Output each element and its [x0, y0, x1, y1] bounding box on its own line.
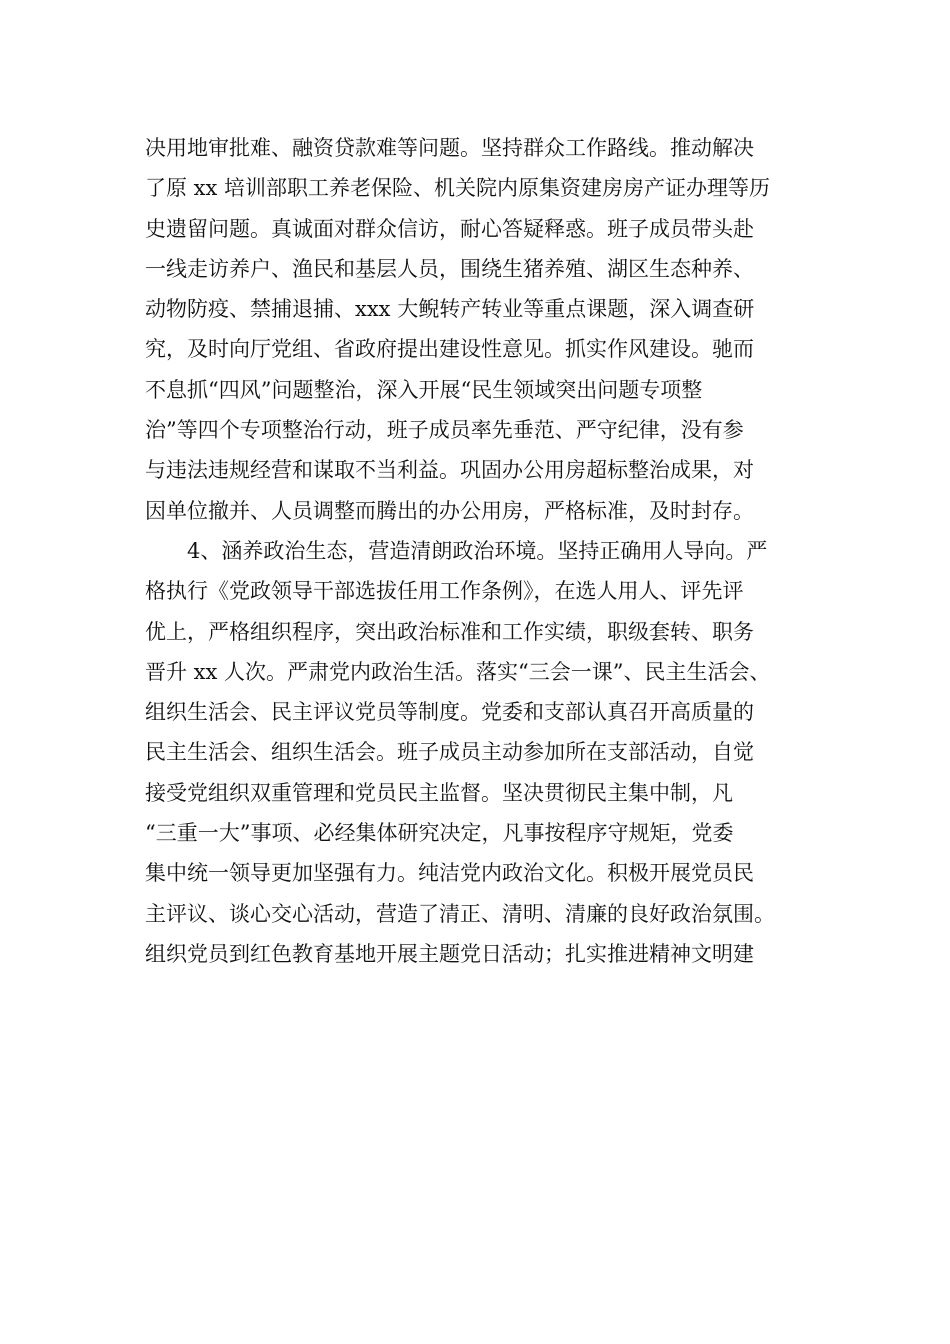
body-text — [145, 128, 825, 974]
text-line: 了原 xx 培训部职工养老保险、机关院内原集资建房房产证办理等历 — [145, 176, 771, 201]
text-line: 组织生活会、民主评议党员等制度。党委和支部认真召开高质量的 — [145, 700, 754, 725]
text-line: “三重一大”事项、必经集体研究决定，凡事按程序守规矩，党委 — [145, 821, 734, 846]
text-line: 接受党组织双重管理和党员民主监督。坚决贯彻民主集中制，凡 — [145, 780, 733, 805]
text-line: 治”等四个专项整治行动，班子成员率先垂范、严守纪律，没有参 — [145, 418, 744, 443]
text-line: 不息抓“四风”问题整治，深入开展“民生领域突出问题专项整 — [145, 377, 703, 402]
text-line: 优上，严格组织程序，突出政治标准和工作实绩，职级套转、职务 — [145, 619, 754, 644]
text-line: 决用地审批难、融资贷款难等问题。坚持群众工作路线。推动解决 — [145, 136, 754, 160]
text-line: 民主生活会、组织生活会。班子成员主动参加所在支部活动，自觉 — [145, 740, 754, 765]
text-line: 一线走访养户、渔民和基层人员，围绕生猪养殖、湖区生态种养、 — [145, 256, 754, 281]
text-line: 动物防疫、禁捕退捕、xxx 大鲵转产转业等重点课题，深入调查研 — [145, 297, 755, 322]
text-line: 与违法违规经营和谋取不当利益。巩固办公用房超标整治成果，对 — [145, 458, 754, 483]
text-line: 格执行《党政领导干部选拔任用工作条例》，在选人用人、评先评 — [145, 579, 744, 604]
text-line: 组织党员到红色教育基地开展主题党日活动；扎实推进精神文明建 — [145, 941, 754, 966]
text-line: 集中统一领导更加坚强有力。纯洁党内政治文化。积极开展党员民 — [145, 861, 754, 886]
text-line: 主评议、谈心交心活动，营造了清正、清明、清廉的良好政治氛围。 — [145, 901, 775, 926]
text-line: 因单位撤并、人员调整而腾出的办公用房，严格标准，及时封存。 — [145, 498, 754, 523]
text-line: 晋升 xx 人次。严肃党内政治生活。落实“三会一课”、民主生活会、 — [145, 659, 771, 684]
text-line: 究，及时向厅党组、省政府提出建设性意见。抓实作风建设。驰而 — [145, 337, 754, 362]
paragraph-start-line: 4、涵养政治生态，营造清朗政治环境。坚持正确用人导向。严 — [187, 538, 768, 563]
text-line: 史遗留问题。真诚面对群众信访，耐心答疑释惑。班子成员带头赴 — [145, 216, 754, 241]
